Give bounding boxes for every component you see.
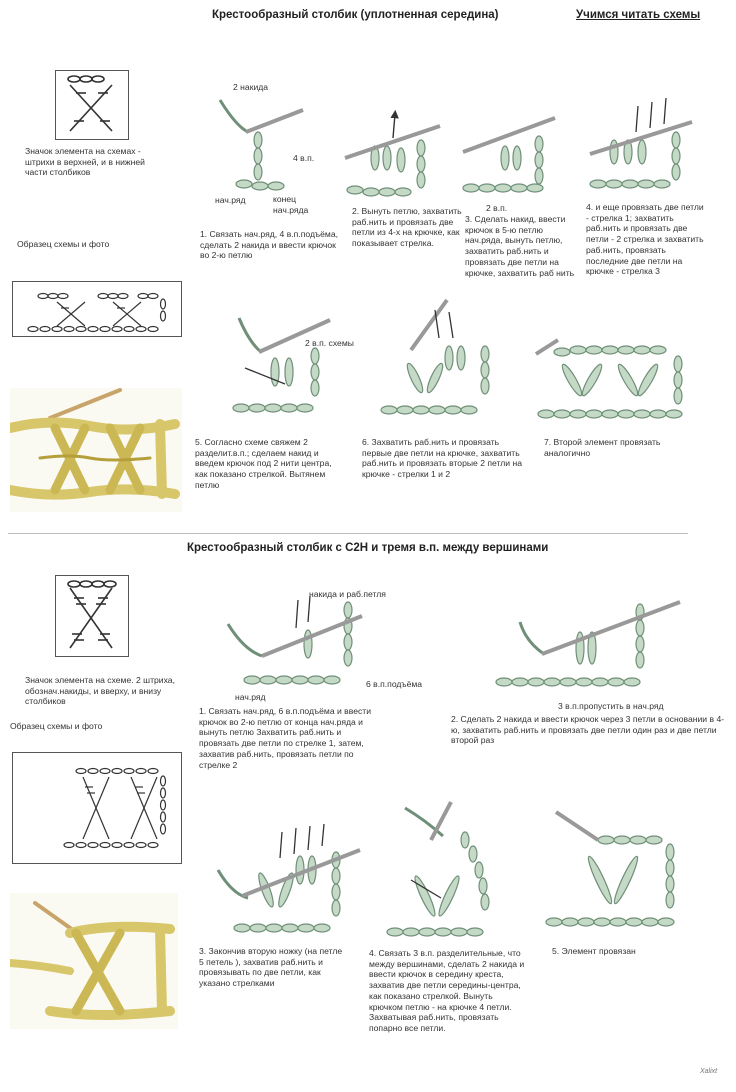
step1-illustration [208, 86, 328, 206]
step2-illustration [335, 108, 450, 203]
label-nach-ryad: нач.ряд [215, 195, 246, 205]
s2-step1-caption: 1. Связать нач.ряд, 6 в.п.подъёма и ввести крючок во 2-ю петлю от конца нач.ряда и вынуть петлю Захватить раб.нить и провязать две петли по стрелке 1, затем, захватив раб.нить, провязать петли по стрелке 2 [199, 706, 372, 770]
label-2-nakida: 2 накида [233, 82, 269, 92]
step7-caption: 7. Второй элемент провязать аналогично [544, 437, 661, 458]
step7-illustration [532, 330, 692, 430]
sample-schema-1 [12, 281, 182, 337]
sample-label: Образец схемы и фото [17, 239, 110, 249]
step5-caption: 5. Согласно схеме свяжем 2 разделит.в.п.; сделаем накид и введем крючок под 2 нити центра, как показано стрелкой. Вытянем петлю [195, 437, 332, 490]
s2-step5-illustration [540, 810, 690, 940]
s2-step2-caption: 2. Сделать 2 накида и ввести крючок через 3 петли в основании в 4-ю, захватить раб.нить и провязать две петли один раз и две петли второй раз [451, 714, 725, 746]
s2-step2-illustration [490, 582, 690, 697]
label-vp-schemy: 2 в.п. схемы [305, 338, 354, 348]
step1-caption: 1. Связать нач.ряд, 4 в.п.подъёма, сделать 2 накида и ввести крючок во 2-ю петлю [200, 229, 338, 261]
label-vp-num: 2 в.п. [486, 203, 508, 213]
signature: Xalixt [700, 1068, 718, 1075]
step3-caption: 3. Сделать накид, ввести крючок в 5-ю петлю нач.ряда, вынуть петлю, захватить раб.нить и провязать две петли на крючке, захватить раб нить [465, 214, 575, 278]
s2-step5-caption: 5. Элемент провязан [552, 946, 636, 956]
label-4-vp: 4 в.п. [293, 153, 315, 163]
step6-illustration [375, 298, 510, 433]
page-title: Крестообразный столбик (уплотненная середина) [212, 9, 499, 21]
step4-caption: 4. и еще провязать две петли - стрелка 1; захватить раб.нить и провязать две петли - 2 стрелка и захватить раб.нить, провязать последние две петли на крючке - стрелка 3 [586, 202, 704, 277]
yarn-photo-2 [10, 893, 178, 1029]
label-konec: конец нач.ряда [273, 194, 309, 215]
yarn-photo-1 [10, 388, 182, 512]
s2-step3-illustration [212, 820, 362, 940]
sample-label-2: Образец схемы и фото [10, 721, 103, 731]
step3-illustration [455, 108, 570, 203]
label-6-vp: 6 в.п.подъёма [366, 679, 423, 689]
symbol-diagram-1 [55, 70, 129, 140]
s2-step3-caption: 3. Закончив вторую ножку (на петле 5 петель ), захватив раб.нить и провязывать по две петли, как указано стрелками [199, 946, 343, 989]
section-divider [8, 533, 688, 534]
step6-caption: 6. Захватить раб.нить и провязать первые две петли на крючке, захватить раб.нить и провязать вторые 2 петли на крючке - стрелки 1 и 2 [362, 437, 522, 480]
symbol-note-2: Значок элемента на схеме. 2 штриха, обознач.накиды, и вверху, и внизу столбиков [25, 675, 175, 707]
label-skip: 3 в.п.пропустить в нач.ряд [558, 701, 664, 711]
step5-illustration [225, 312, 345, 432]
symbol-diagram-2 [55, 575, 129, 657]
label-nakida-rab: накида и раб.петля [309, 589, 386, 599]
symbol-note: Значок элемента на схемах - штрихи в верхней, и в нижней части столбиков [25, 146, 145, 178]
s2-step1-illustration [222, 590, 372, 695]
s2-step4-caption: 4. Связать 3 в.п. разделительные, что между вершинами, сделать 2 накида и ввести крючок в середину креста, захватив две петли середины-центра, как показано стрелкой. Вынуть крючком петлю - на крючке 4 петли. Захватывая раб.нить, провязать попарно все петли. [369, 948, 525, 1034]
series-label: Учимся читать схемы [576, 9, 701, 21]
label-nach-ryad-2: нач.ряд [235, 692, 266, 702]
sample-schema-2 [12, 752, 182, 864]
s2-step4-illustration [385, 800, 525, 945]
step2-caption: 2. Вынуть петлю, захватить раб.нить и провязать две петли из 4-х на крючке, как показывает стрелка. [352, 206, 462, 249]
section2-title: Крестообразный столбик с С2Н и тремя в.п. между вершинами [187, 542, 549, 554]
step4-illustration [584, 92, 699, 197]
